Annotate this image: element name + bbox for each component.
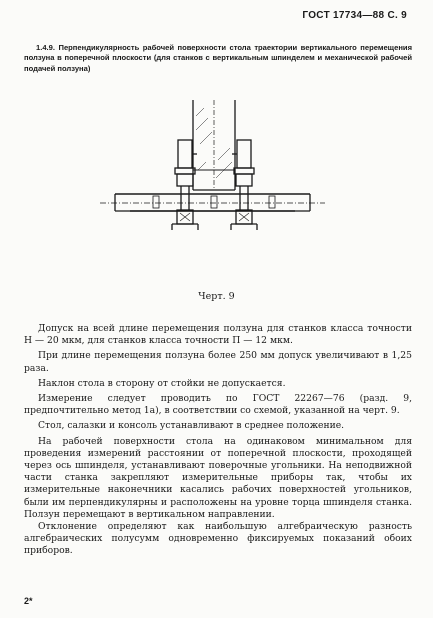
paragraph: Измерение следует проводить по ГОСТ 22267—76 (разд. 9, предпочтительно метод 1а), в соответствии со схемой, указанной на черт. 9. [24,393,412,417]
paragraph: Стол, салазки и консоль устанавливают в среднее положение. [38,420,345,432]
section-title: 1.4.9. Перпендикулярность рабочей поверхности стола траектории вертикального перемещения ползуна в поперечной плоскости (для станков с вертикальным шпинделем и механической рабочей подачей ползуна) [24,43,412,73]
measurement-scheme-drawing [0,100,433,290]
paragraph: Отклонение определяют как наибольшую алгебраическую разность алгебраических полусумм одновременно фиксируемых показаний обоих приборов. [24,521,412,557]
paragraph: Наклон стола в сторону от стойки не допускается. [38,377,286,389]
page-header: ГОСТ 17734—88 С. 9 [302,10,407,21]
paragraph: Допуск на всей длине перемещения ползуна для станков класса точности Н — 20 мкм, для станков класса точности П — 12 мкм. [24,323,412,347]
figure-caption: Черт. 9 [198,291,235,302]
figure-drawing [0,100,433,290]
table-slots [153,196,275,208]
machine-table [100,194,325,211]
spindle-column [193,100,235,190]
left-indicator [172,140,198,230]
paragraph: На рабочей поверхности стола на одинаковом минимальном для проведения измерений расстоянии от поперечной плоскости, проходящей через ось шпинделя, устанавливают поверочные угольники. На неподвижной части станка закрепляют измерительные приборы так, чтобы их измерительные наконечники касались рабочих поверхностей угольников, были им перпендикулярны и расположены на уровне торца шпинделя станка. Ползун перемещают в вертикальном направлении. [24,435,412,520]
page-footer-mark: 2* [24,596,33,606]
paragraph: При длине перемещения ползуна более 250 мм допуск увеличивают в 1,25 раза. [24,350,412,374]
body-text [24,323,412,561]
